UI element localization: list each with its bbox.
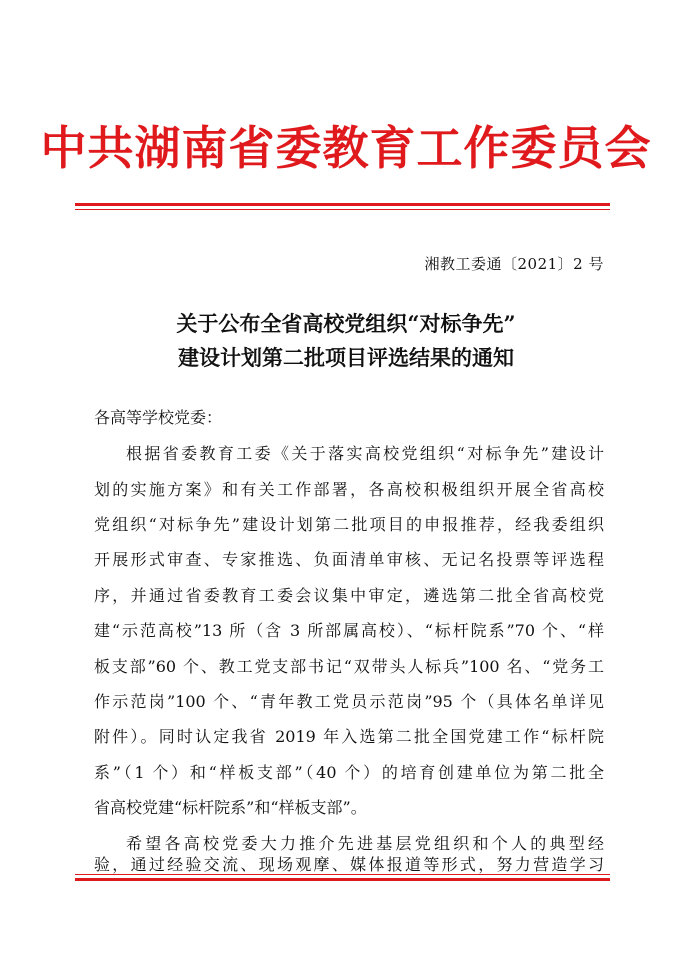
title-line-2: 建设计划第二批项目评选结果的通知 [178, 345, 514, 370]
body-line: 希望各高校党委大力推介先进基层党组织和个人的典型经 [126, 834, 604, 853]
body-line: 板支部”60 个、教工党支部书记“双带头人标兵”100 名、“党务工 [94, 657, 604, 676]
salutation: 各高等学校党委： [94, 408, 223, 427]
document-number: 湘教工委通〔2021〕2 号 [424, 255, 604, 273]
body-line: 系”（1 个）和“样板支部”（40 个）的培育创建单位为第二批全 [94, 763, 604, 782]
body-line: 根据省委教育工委《关于落实高校党组织“对标争先”建设计 [126, 444, 604, 463]
masthead-rule-thick [75, 203, 610, 206]
body-line: 开展形式审查、专家推选、负面清单审核、无记名投票等评选程 [94, 550, 604, 569]
title-line-1: 关于公布全省高校党组织“对标争先” [176, 311, 516, 336]
footer-rule-thin [75, 874, 610, 875]
body-line: 党组织“对标争先”建设计划第二批项目的申报推荐，经我委组织 [94, 515, 604, 534]
body-line: 附件）。同时认定我省 2019 年入选第二批全国党建工作“标杆院 [94, 727, 604, 746]
body-line: 验，通过经验交流、现场观摩、媒体报道等形式，努力营造学习 [94, 855, 604, 874]
body-line: 省高校党建“标杆院系”和“样板支部”。 [94, 798, 367, 817]
masthead: 中共湖南省委教育工作委员会 [40, 121, 652, 175]
body-line: 划的实施方案》和有关工作部署，各高校积极组织开展全省高校 [94, 480, 604, 499]
body-line: 序，并通过省委教育工委会议集中审定，遴选第二批全省高校党 [94, 586, 604, 605]
body-line: 建“示范高校”13 所（含 3 所部属高校）、“标杆院系”70 个、“样 [94, 621, 604, 640]
masthead-rule-thin [75, 209, 610, 210]
footer-rule-thick [75, 878, 610, 881]
body-line: 作示范岗”100 个、“青年教工党员示范岗”95 个（具体名单详见 [94, 692, 604, 711]
